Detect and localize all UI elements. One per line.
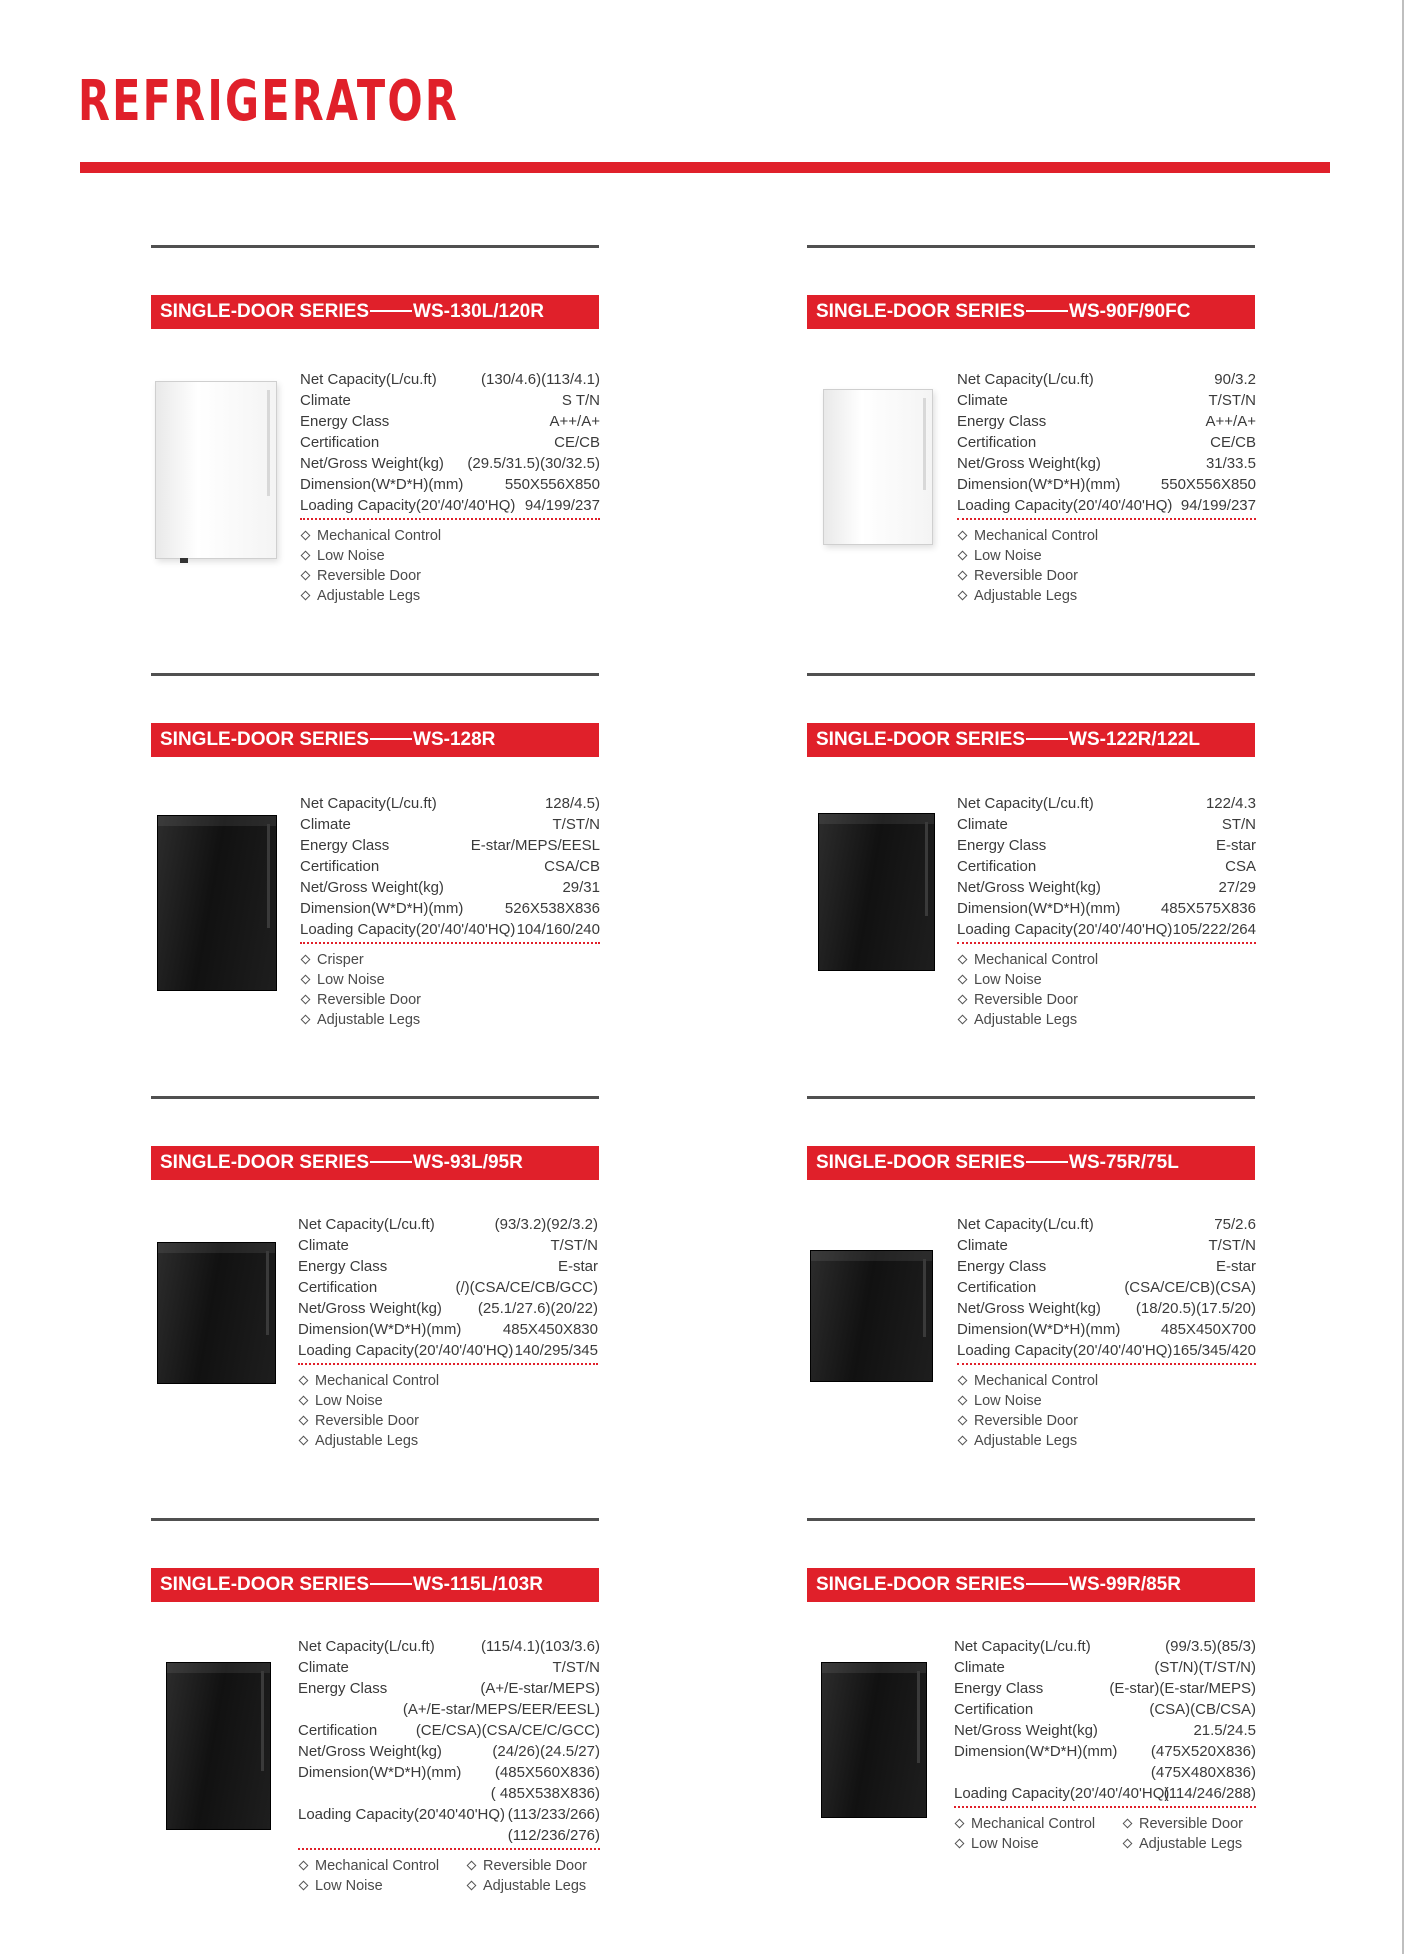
spec-row-climate: Climate T/ST/N <box>300 816 600 833</box>
diamond-bullet-icon <box>301 530 311 540</box>
diamond-bullet-icon <box>1123 1838 1133 1848</box>
diamond-bullet-icon <box>958 1395 968 1405</box>
spec-row-energy-class: Energy Class E-star <box>957 1258 1256 1275</box>
feature-item: Reversible Door <box>957 990 1256 1010</box>
spec-row-climate: Climate ST/N <box>957 816 1256 833</box>
feature-item: Low Noise <box>298 1391 598 1411</box>
card-divider <box>151 245 599 248</box>
diamond-bullet-icon <box>299 1395 309 1405</box>
spec-row-dimension: Dimension(W*D*H)(mm) 485X575X836 <box>957 900 1256 917</box>
diamond-bullet-icon <box>301 590 311 600</box>
diamond-bullet-icon <box>958 1375 968 1385</box>
feature-item: Low Noise <box>957 546 1256 566</box>
series-dash <box>370 738 412 740</box>
spec-row-energy-class: Energy Class E-star <box>298 1258 598 1275</box>
spec-list <box>298 1214 598 1451</box>
diamond-bullet-icon <box>958 550 968 560</box>
diamond-bullet-icon <box>958 1014 968 1024</box>
refrigerator-image <box>157 1242 276 1384</box>
model-label: WS-93L/95R <box>413 1152 523 1173</box>
spec-row-weight: Net/Gross Weight(kg) (25.1/27.6)(20/22) <box>298 1300 598 1317</box>
series-label: SINGLE-DOOR SERIES <box>816 301 1026 322</box>
refrigerator-image <box>810 1250 933 1382</box>
feature-item: Reversible Door <box>300 566 600 586</box>
feature-item: Low Noise <box>298 1876 383 1896</box>
feature-item: Adjustable Legs <box>466 1876 586 1896</box>
diamond-bullet-icon <box>301 550 311 560</box>
product-card-ws-75r-75l <box>807 1096 1259 1496</box>
spec-row-net-capacity: Net Capacity(L/cu.ft) 128/4.5) <box>300 795 600 812</box>
dotted-divider <box>954 1806 1256 1808</box>
title-rule <box>80 162 1330 173</box>
feature-item: Crisper <box>300 950 600 970</box>
spec-row-net-capacity: Net Capacity(L/cu.ft) (115/4.1)(103/3.6) <box>298 1638 600 1655</box>
diamond-bullet-icon <box>1123 1818 1133 1828</box>
spec-row-loading-capacity: Loading Capacity(20'40'40'HQ) (113/233/266) <box>298 1806 600 1823</box>
series-bar <box>807 1568 1255 1602</box>
diamond-bullet-icon <box>958 954 968 964</box>
spec-list <box>957 369 1256 606</box>
spec-row-net-capacity: Net Capacity(L/cu.ft) (130/4.6)(113/4.1) <box>300 371 600 388</box>
spec-list <box>954 1636 1256 1856</box>
page-title: REFRIGERATOR <box>78 69 459 134</box>
card-divider <box>151 1096 599 1099</box>
spec-row-loading-capacity: Loading Capacity(20'/40'/40'HQ) 94/199/237 <box>300 497 600 514</box>
spec-row-weight: Net/Gross Weight(kg) (18/20.5)(17.5/20) <box>957 1300 1256 1317</box>
card-divider <box>807 1096 1255 1099</box>
spec-row-certification: Certification CSA/CB <box>300 858 600 875</box>
spec-row-certification: Certification CSA <box>957 858 1256 875</box>
spec-row-loading-capacity: Loading Capacity(20'/40'/40'HQ) 94/199/237 <box>957 497 1256 514</box>
spec-row-loading-capacity: Loading Capacity(20'/40'/40'HQ) 165/345/420 <box>957 1342 1256 1359</box>
series-bar <box>807 295 1255 329</box>
diamond-bullet-icon <box>955 1838 965 1848</box>
spec-row-climate: Climate T/ST/N <box>298 1237 598 1254</box>
spec-row-weight: Net/Gross Weight(kg) (24/26)(24.5/27) <box>298 1743 600 1760</box>
spec-row-energy-class: Energy Class A++/A+ <box>957 413 1256 430</box>
series-label: SINGLE-DOOR SERIES <box>816 1152 1026 1173</box>
diamond-bullet-icon <box>958 590 968 600</box>
spec-list <box>957 793 1256 1030</box>
series-label: SINGLE-DOOR SERIES <box>816 729 1026 750</box>
series-dash <box>1026 1161 1068 1163</box>
spec-row-dimension: Dimension(W*D*H)(mm) 550X556X850 <box>300 476 600 493</box>
refrigerator-image <box>155 381 277 559</box>
feature-item: Reversible Door <box>466 1856 587 1876</box>
spec-row-weight: Net/Gross Weight(kg) 31/33.5 <box>957 455 1256 472</box>
spec-list <box>298 1636 600 1898</box>
diamond-bullet-icon <box>467 1860 477 1870</box>
feature-item: Low Noise <box>300 970 600 990</box>
product-card-ws-130l-120r <box>151 245 603 645</box>
dotted-divider <box>957 1363 1256 1365</box>
feature-item: Low Noise <box>957 1391 1256 1411</box>
feature-item: Reversible Door <box>1122 1814 1243 1834</box>
model-label: WS-90F/90FC <box>1069 301 1191 322</box>
feature-item: Adjustable Legs <box>300 1010 600 1030</box>
spec-row-net-capacity: Net Capacity(L/cu.ft) (93/3.2)(92/3.2) <box>298 1216 598 1233</box>
card-divider <box>807 673 1255 676</box>
spec-row-dimension: Dimension(W*D*H)(mm) (475X520X836) <box>954 1743 1256 1760</box>
diamond-bullet-icon <box>299 1435 309 1445</box>
diamond-bullet-icon <box>958 530 968 540</box>
feature-item: Mechanical Control <box>954 1814 1095 1834</box>
dotted-divider <box>957 518 1256 520</box>
diamond-bullet-icon <box>467 1880 477 1890</box>
spec-row-energy-class: Energy Class E-star <box>957 837 1256 854</box>
feature-item: Reversible Door <box>957 566 1256 586</box>
spec-row-certification: Certification CE/CB <box>300 434 600 451</box>
series-label: SINGLE-DOOR SERIES <box>160 1152 370 1173</box>
spec-row-energy-class: Energy Class E-star/MEPS/EESL <box>300 837 600 854</box>
dotted-divider <box>298 1363 598 1365</box>
dotted-divider <box>957 942 1256 944</box>
card-divider <box>151 1518 599 1521</box>
spec-list <box>300 369 600 606</box>
card-divider <box>151 673 599 676</box>
series-label: SINGLE-DOOR SERIES <box>160 729 370 750</box>
spec-row-certification: Certification (CSA/CE/CB)(CSA) <box>957 1279 1256 1296</box>
model-label: WS-122R/122L <box>1069 729 1200 750</box>
spec-row-dimension: Dimension(W*D*H)(mm) 550X556X850 <box>957 476 1256 493</box>
series-dash <box>370 1583 412 1585</box>
spec-row-net-capacity: Net Capacity(L/cu.ft) 75/2.6 <box>957 1216 1256 1233</box>
diamond-bullet-icon <box>301 974 311 984</box>
diamond-bullet-icon <box>299 1880 309 1890</box>
spec-row-loading-capacity-alt: (112/236/276) <box>507 1827 600 1844</box>
spec-row-net-capacity: Net Capacity(L/cu.ft) (99/3.5)(85/3) <box>954 1638 1256 1655</box>
diamond-bullet-icon <box>958 1435 968 1445</box>
spec-row-climate: Climate S T/N <box>300 392 600 409</box>
page-edge-line <box>1402 0 1404 1954</box>
spec-row-weight: Net/Gross Weight(kg) 27/29 <box>957 879 1256 896</box>
diamond-bullet-icon <box>955 1818 965 1828</box>
spec-row-certification: Certification (CE/CSA)(CSA/CE/C/GCC) <box>298 1722 600 1739</box>
model-label: WS-115L/103R <box>413 1574 543 1595</box>
feature-item: Low Noise <box>300 546 600 566</box>
feature-item: Reversible Door <box>298 1411 598 1431</box>
feature-item: Adjustable Legs <box>957 1010 1256 1030</box>
card-divider <box>807 1518 1255 1521</box>
diamond-bullet-icon <box>958 570 968 580</box>
spec-row-dimension: Dimension(W*D*H)(mm) 485X450X700 <box>957 1321 1256 1338</box>
spec-row-dimension: Dimension(W*D*H)(mm) 485X450X830 <box>298 1321 598 1338</box>
card-divider <box>807 245 1255 248</box>
refrigerator-image <box>818 813 935 971</box>
diamond-bullet-icon <box>958 994 968 1004</box>
dotted-divider <box>300 942 600 944</box>
series-label: SINGLE-DOOR SERIES <box>816 1574 1026 1595</box>
dotted-divider <box>298 1848 600 1850</box>
diamond-bullet-icon <box>299 1375 309 1385</box>
series-dash <box>1026 310 1068 312</box>
series-dash <box>370 1161 412 1163</box>
spec-row-climate: Climate T/ST/N <box>957 392 1256 409</box>
feature-item: Low Noise <box>954 1834 1039 1854</box>
series-bar <box>151 1146 599 1180</box>
series-bar <box>151 1568 599 1602</box>
spec-row-weight: Net/Gross Weight(kg) (29.5/31.5)(30/32.5) <box>300 455 600 472</box>
series-dash <box>370 310 412 312</box>
spec-row-energy-class-alt: (A+/E-star/MEPS/EER/EESL) <box>402 1701 600 1718</box>
product-card-ws-128r <box>151 673 603 1073</box>
feature-item: Mechanical Control <box>957 950 1256 970</box>
feature-list <box>298 1856 600 1898</box>
feature-item: Mechanical Control <box>957 526 1256 546</box>
feature-item: Mechanical Control <box>300 526 600 546</box>
spec-row-certification: Certification (CSA)(CB/CSA) <box>954 1701 1256 1718</box>
spec-row-climate: Climate T/ST/N <box>298 1659 600 1676</box>
spec-row-certification: Certification CE/CB <box>957 434 1256 451</box>
refrigerator-image <box>823 389 933 545</box>
spec-row-energy-class: Energy Class (A+/E-star/MEPS) <box>298 1680 600 1697</box>
series-bar <box>151 295 599 329</box>
spec-row-loading-capacity: Loading Capacity(20'/40'/40'HQ) 105/222/264 <box>957 921 1256 938</box>
feature-list <box>954 1814 1256 1856</box>
spec-list <box>300 793 600 1030</box>
feature-item: Mechanical Control <box>957 1371 1256 1391</box>
feature-item: Adjustable Legs <box>957 1431 1256 1451</box>
series-dash <box>1026 738 1068 740</box>
spec-row-loading-capacity: Loading Capacity(20'/40'/40'HQ) (114/246/288) <box>954 1785 1256 1802</box>
series-bar <box>807 723 1255 757</box>
diamond-bullet-icon <box>301 954 311 964</box>
spec-list <box>957 1214 1256 1451</box>
series-label: SINGLE-DOOR SERIES <box>160 301 370 322</box>
spec-row-dimension-alt: ( 485X538X836) <box>490 1785 600 1802</box>
spec-row-dimension-alt: (475X480X836) <box>1150 1764 1256 1781</box>
model-label: WS-128R <box>413 729 496 750</box>
product-card-ws-115l-103r <box>151 1518 603 1918</box>
spec-row-net-capacity: Net Capacity(L/cu.ft) 90/3.2 <box>957 371 1256 388</box>
spec-row-dimension: Dimension(W*D*H)(mm) 526X538X836 <box>300 900 600 917</box>
model-label: WS-130L/120R <box>413 301 544 322</box>
diamond-bullet-icon <box>301 1014 311 1024</box>
feature-item: Mechanical Control <box>298 1856 439 1876</box>
spec-row-net-capacity: Net Capacity(L/cu.ft) 122/4.3 <box>957 795 1256 812</box>
feature-item: Adjustable Legs <box>957 586 1256 606</box>
spec-row-climate: Climate T/ST/N <box>957 1237 1256 1254</box>
diamond-bullet-icon <box>958 1415 968 1425</box>
spec-row-climate: Climate (ST/N)(T/ST/N) <box>954 1659 1256 1676</box>
refrigerator-image <box>821 1662 927 1818</box>
diamond-bullet-icon <box>301 570 311 580</box>
refrigerator-image <box>166 1662 271 1830</box>
product-card-ws-90f-90fc <box>807 245 1259 645</box>
product-card-ws-99r-85r <box>807 1518 1259 1918</box>
spec-row-loading-capacity: Loading Capacity(20'/40'/40'HQ) 104/160/240 <box>300 921 600 938</box>
series-bar <box>151 723 599 757</box>
feature-item: Adjustable Legs <box>1122 1834 1242 1854</box>
feature-item: Low Noise <box>957 970 1256 990</box>
refrigerator-image <box>157 815 277 991</box>
diamond-bullet-icon <box>299 1415 309 1425</box>
spec-row-energy-class: Energy Class (E-star)(E-star/MEPS) <box>954 1680 1256 1697</box>
spec-row-weight: Net/Gross Weight(kg) 29/31 <box>300 879 600 896</box>
series-dash <box>1026 1583 1068 1585</box>
model-label: WS-99R/85R <box>1069 1574 1181 1595</box>
series-label: SINGLE-DOOR SERIES <box>160 1574 370 1595</box>
model-label: WS-75R/75L <box>1069 1152 1179 1173</box>
product-card-ws-122r-122l <box>807 673 1259 1073</box>
series-bar <box>807 1146 1255 1180</box>
feature-item: Mechanical Control <box>298 1371 598 1391</box>
feature-item: Adjustable Legs <box>298 1431 598 1451</box>
spec-row-energy-class: Energy Class A++/A+ <box>300 413 600 430</box>
feature-item: Adjustable Legs <box>300 586 600 606</box>
spec-row-certification: Certification (/)(CSA/CE/CB/GCC) <box>298 1279 598 1296</box>
diamond-bullet-icon <box>301 994 311 1004</box>
diamond-bullet-icon <box>299 1860 309 1870</box>
spec-row-weight: Net/Gross Weight(kg) 21.5/24.5 <box>954 1722 1256 1739</box>
product-card-ws-93l-95r <box>151 1096 603 1496</box>
spec-row-loading-capacity: Loading Capacity(20'/40'/40'HQ) 140/295/345 <box>298 1342 598 1359</box>
feature-item: Reversible Door <box>957 1411 1256 1431</box>
dotted-divider <box>300 518 600 520</box>
feature-item: Reversible Door <box>300 990 600 1010</box>
spec-row-dimension: Dimension(W*D*H)(mm) (485X560X836) <box>298 1764 600 1781</box>
diamond-bullet-icon <box>958 974 968 984</box>
